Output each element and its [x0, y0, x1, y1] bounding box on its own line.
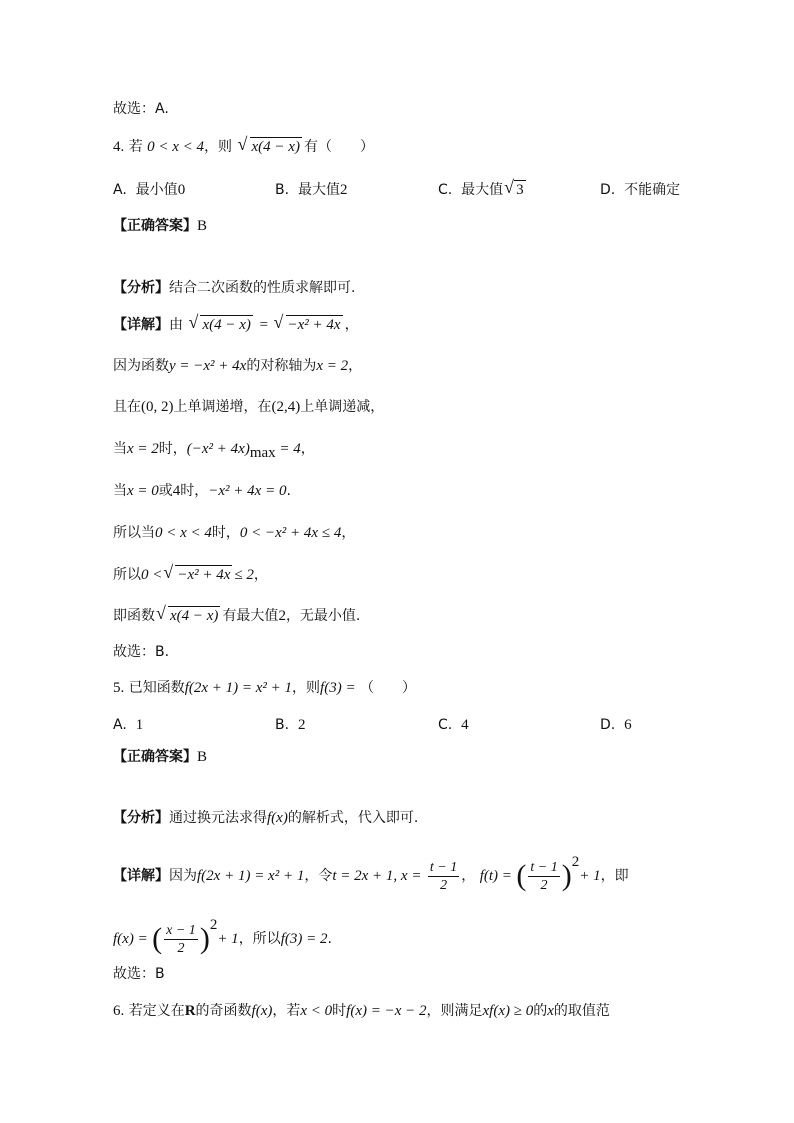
option-d: D. 不能确定 — [600, 182, 681, 198]
fraction: $\frac{t - 1}{2}$ — [429, 859, 458, 893]
fraction: $\frac{x - 1}{2}$ — [166, 922, 196, 956]
option-b: B. 2 — [275, 717, 306, 733]
question-4-analysis: 【分析】结合二次函数的性质求解即可. — [113, 280, 356, 296]
question-5-detail-2: f(x) = ( $\frac{x - 1}{2}$ )$^2$+ 1，所以f(3) = 2. — [113, 917, 332, 956]
option-d: D. 6 — [600, 717, 632, 733]
question-4-detail-6: 所以当0 < x < 4时，0 < −x² + 4x ≤ 4， — [113, 525, 356, 541]
option-c: C. 最大值√ 3 — [438, 179, 528, 201]
prev-conclusion: 故选：A. — [113, 101, 169, 117]
question-4-conclusion: 故选：B. — [113, 644, 170, 660]
option-a: A. 1 — [113, 717, 144, 733]
question-4-detail-4: 当x = 2时，$(-x^2 + 4x)_{max} = 4$， — [113, 441, 315, 461]
question-5-options — [113, 714, 693, 738]
question-4-detail-1: 【详解】由 √ x(4 − x) = √ −x² + 4x ， — [113, 314, 359, 338]
question-4-options — [113, 179, 693, 203]
question-4-detail-8: 即函数√ x(4 − x) 有最大值2，无最小值. — [113, 605, 360, 629]
question-4-answer: 【正确答案】B — [113, 218, 208, 234]
question-5-stem: 5. 已知函数f(2x + 1) = x² + 1，则f(3) = （ ） — [113, 680, 417, 696]
question-4-detail-7: 所以0 <√ −x² + 4x ≤ 2， — [113, 564, 268, 588]
option-c: C. 4 — [438, 717, 469, 733]
question-4-detail-5: 当x = 0或4时，−x² + 4x = 0. — [113, 483, 291, 499]
option-b: B. 最大值2 — [275, 182, 348, 198]
question-4-detail-2: 因为函数y = −x² + 4x的对称轴为x = 2， — [113, 358, 363, 374]
question-5-analysis: 【分析】通过换元法求得f(x)的解析式，代入即可. — [113, 810, 419, 826]
question-5-detail-1: 【详解】因为f(2x + 1) = x² + 1，令t = 2x + 1, x = $\frac{t - 1}{2}$ ， f(t) = ( $\frac{t - 1}{2}$ )$^2$+ 1，即 — [113, 854, 629, 893]
question-4-stem: 4. 若 0 < x < 4，则 √ x(4 − x) 有（ ） — [113, 136, 374, 160]
fraction: $\frac{t - 1}{2}$ — [530, 859, 558, 893]
sqrt-expression: √ x(4 − x) — [239, 136, 302, 158]
question-4-detail-3: 且在(0, 2)上单调递增，在(2,4)上单调递减， — [113, 399, 385, 415]
question-5-answer: 【正确答案】B — [113, 749, 208, 765]
option-a: A. 最小值0 — [113, 182, 186, 198]
question-6-stem: 6. 若定义在R的奇函数f(x)，若x < 0时f(x) = −x − 2，则满足xf(x) ≥ 0的x的取值范 — [113, 1003, 610, 1019]
question-5-conclusion: 故选：B — [113, 966, 165, 982]
